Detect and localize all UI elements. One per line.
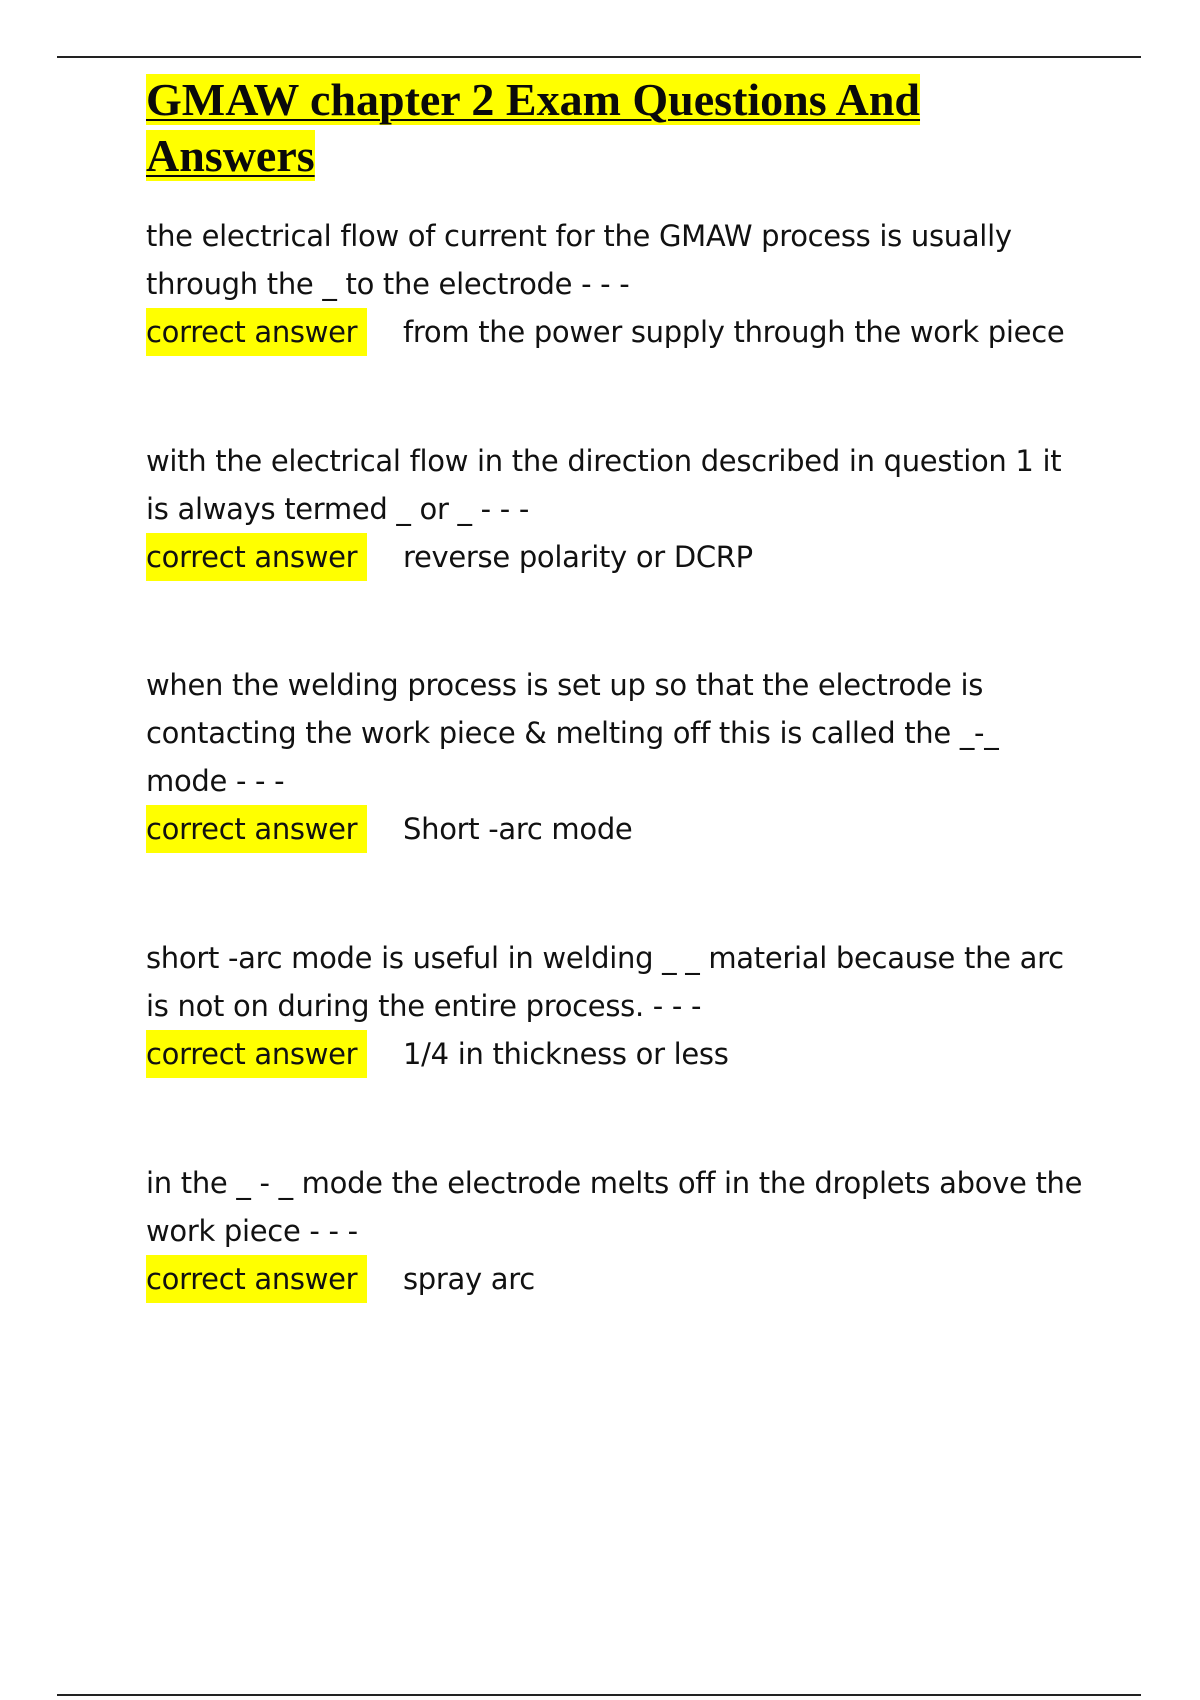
- qa-item-3: [146, 661, 1086, 853]
- answer-row: [146, 805, 1086, 853]
- question-text: in the _ - _ mode the electrode melts off in the droplets above the work piece - - -: [146, 1166, 1083, 1248]
- qa-item-1: [146, 212, 1086, 356]
- qa-item-5: [146, 1159, 1086, 1303]
- question-text: with the electrical flow in the direction described in question 1 it is always termed _ or _ - - -: [146, 444, 1062, 526]
- answer-text: spray arc: [403, 1262, 535, 1296]
- correct-answer-label: correct answer: [146, 1030, 367, 1078]
- answer-row: [146, 533, 1086, 581]
- answer-text: reverse polarity or DCRP: [403, 540, 753, 574]
- correct-answer-label: correct answer: [146, 308, 367, 356]
- correct-answer-label: correct answer: [146, 805, 367, 853]
- correct-answer-label: correct answer: [146, 1255, 367, 1303]
- qa-item-4: [146, 934, 1086, 1078]
- qa-item-2: [146, 437, 1086, 581]
- answer-row: [146, 1030, 1086, 1078]
- footer-rule: [57, 1694, 1141, 1696]
- question-text: the electrical flow of current for the GMAW process is usually through the _ to the electrode - - -: [146, 219, 1012, 301]
- answer-text: from the power supply through the work piece: [403, 315, 1065, 349]
- page-title: [146, 72, 1006, 184]
- question-text: short -arc mode is useful in welding _ _ material because the arc is not on during the entire process. - - -: [146, 941, 1064, 1023]
- answer-text: Short -arc mode: [403, 812, 633, 846]
- question-text: when the welding process is set up so that the electrode is contacting the work piece & melting off this is called the _-_ mode - - -: [146, 668, 999, 798]
- answer-row: [146, 308, 1086, 356]
- header-rule: [57, 56, 1141, 58]
- correct-answer-label: correct answer: [146, 533, 367, 581]
- answer-text: 1/4 in thickness or less: [403, 1037, 729, 1071]
- answer-row: [146, 1255, 1086, 1303]
- page-title-text: GMAW chapter 2 Exam Questions And Answers: [146, 74, 921, 181]
